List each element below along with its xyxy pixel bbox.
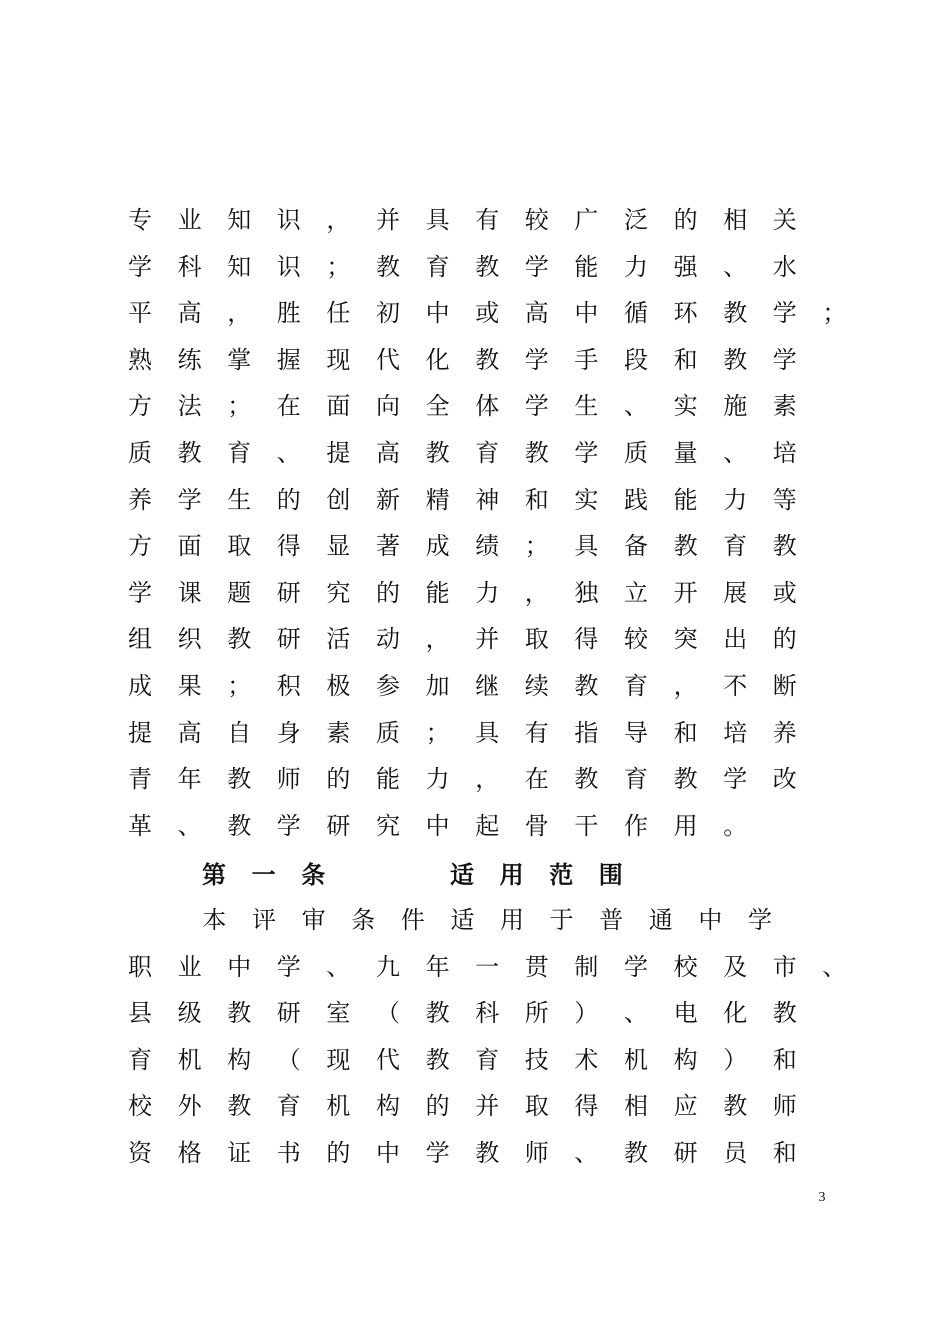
- char: 育: [425, 252, 450, 281]
- char: 、: [624, 392, 648, 421]
- char: 县: [128, 999, 152, 1028]
- char: ；: [227, 672, 252, 700]
- char: 教: [376, 252, 400, 281]
- char: 所: [524, 999, 549, 1028]
- char: 构: [673, 1045, 698, 1074]
- char: 中: [227, 952, 252, 981]
- char: 力: [425, 765, 450, 794]
- char: ，: [475, 765, 500, 794]
- char: 校: [128, 1092, 152, 1121]
- char: 著: [376, 532, 400, 561]
- char: 育: [475, 439, 500, 467]
- char: 掌: [227, 345, 252, 374]
- char: 证: [227, 1139, 252, 1167]
- char: 教: [425, 439, 450, 467]
- char: 有: [475, 206, 500, 234]
- char: 学: [748, 906, 772, 934]
- char: 实: [574, 485, 599, 514]
- char: 中: [574, 299, 599, 328]
- char: （: [276, 1045, 301, 1074]
- char: 段: [624, 345, 648, 374]
- char: 体: [475, 392, 500, 421]
- char: 、: [177, 811, 202, 840]
- char: 相: [624, 1092, 648, 1121]
- char: 室: [326, 999, 351, 1028]
- char: 机: [624, 1045, 648, 1074]
- char: 研: [276, 999, 301, 1028]
- char: 师: [772, 1092, 797, 1121]
- heading-char: 适: [450, 861, 474, 889]
- char: 胜: [276, 299, 301, 328]
- char: 、: [723, 252, 748, 281]
- char: 条: [351, 906, 376, 934]
- char: 量: [673, 439, 698, 467]
- char: 展: [723, 578, 748, 607]
- char: 和: [673, 345, 698, 374]
- char: 和: [524, 485, 549, 514]
- char: 课: [177, 578, 202, 607]
- char: 干: [574, 811, 599, 840]
- heading-char: 第: [202, 861, 226, 889]
- char: 、: [723, 439, 748, 467]
- char: 教: [772, 999, 797, 1028]
- char: 题: [227, 578, 252, 607]
- char: 究: [376, 811, 400, 840]
- char: 提: [326, 439, 351, 467]
- char: 应: [673, 1092, 698, 1121]
- char: 教: [425, 999, 450, 1028]
- char: 构: [227, 1045, 252, 1074]
- char: ）: [574, 999, 599, 1028]
- char: 九: [376, 952, 400, 981]
- char: 培: [723, 718, 748, 747]
- char: 中: [376, 1139, 400, 1167]
- char: 教: [723, 299, 748, 328]
- char: 并: [376, 206, 400, 234]
- char: 化: [723, 999, 748, 1028]
- char: 业: [177, 952, 202, 981]
- char: 相: [723, 206, 748, 234]
- char: 高: [524, 299, 549, 328]
- char: 绩: [475, 532, 500, 561]
- char: 育: [128, 1045, 152, 1074]
- char: 学: [574, 439, 599, 467]
- char: ，: [524, 578, 549, 607]
- char: 突: [673, 625, 698, 654]
- heading-char: 一: [251, 861, 276, 889]
- char: 研: [276, 625, 301, 654]
- char: 教: [524, 439, 549, 467]
- char: 书: [276, 1139, 301, 1167]
- char: 教: [227, 625, 252, 654]
- char: ；: [524, 532, 549, 561]
- char: 并: [475, 1092, 500, 1121]
- char: 件: [400, 906, 425, 934]
- char: 取: [524, 625, 549, 654]
- char: 教: [227, 811, 252, 840]
- char: 术: [574, 1045, 599, 1074]
- char: 外: [177, 1092, 202, 1121]
- char: 具: [574, 532, 599, 561]
- char: 用: [500, 906, 524, 934]
- char: 的: [376, 578, 400, 607]
- char: 市: [772, 952, 797, 981]
- char: 审: [301, 906, 326, 934]
- char: 化: [425, 345, 450, 374]
- char: 研: [673, 1139, 698, 1167]
- char: 广: [574, 206, 599, 234]
- char: 研: [276, 578, 301, 607]
- char: 质: [624, 439, 648, 467]
- char: 平: [128, 299, 152, 328]
- char: 和: [772, 1045, 797, 1074]
- char: 循: [624, 299, 648, 328]
- char: 年: [177, 765, 202, 794]
- char: 起: [475, 811, 500, 840]
- char: 培: [772, 439, 797, 467]
- heading-char: 范: [549, 861, 574, 889]
- char: ，: [673, 672, 698, 700]
- heading-char: 用: [499, 861, 524, 889]
- char: 教: [673, 532, 698, 561]
- char: 的: [772, 625, 797, 654]
- char: 高: [376, 439, 400, 467]
- char: 果: [177, 672, 202, 700]
- char: 于: [549, 906, 574, 934]
- char: 代: [376, 345, 400, 374]
- char: 学: [723, 765, 748, 794]
- char: 适: [450, 906, 475, 934]
- char: 教: [475, 345, 500, 374]
- char: 青: [128, 765, 152, 794]
- char: 的: [326, 765, 351, 794]
- char: 知: [227, 252, 252, 281]
- char: 的: [276, 485, 301, 514]
- char: 学: [524, 345, 549, 374]
- char: 环: [673, 299, 698, 328]
- char: 养: [128, 485, 152, 514]
- char: 加: [425, 672, 450, 700]
- char: 得: [574, 625, 599, 654]
- char: 评: [252, 906, 276, 934]
- char: 普: [599, 906, 624, 934]
- char: 的: [673, 206, 698, 234]
- char: 制: [574, 952, 599, 981]
- char: 初: [376, 299, 400, 328]
- char: 育: [624, 672, 648, 700]
- char: 具: [425, 206, 450, 234]
- char: 织: [177, 625, 202, 654]
- char: 续: [524, 672, 549, 700]
- char: 年: [425, 952, 450, 981]
- char: 学: [624, 952, 648, 981]
- char: 校: [673, 952, 698, 981]
- char: 现: [326, 345, 351, 374]
- char: 或: [772, 578, 797, 607]
- char: 继: [475, 672, 500, 700]
- char: 质: [376, 718, 400, 747]
- char: 独: [574, 578, 599, 607]
- char: 教: [723, 345, 748, 374]
- char: 能: [673, 485, 698, 514]
- char: 中: [698, 906, 723, 934]
- char: 泛: [624, 206, 648, 234]
- char: 备: [624, 532, 648, 561]
- char: 养: [772, 718, 797, 747]
- char: 神: [475, 485, 500, 514]
- heading-char: 条: [301, 861, 326, 889]
- char: 得: [276, 532, 301, 561]
- char: 方: [128, 532, 152, 561]
- char: 育: [624, 765, 648, 794]
- char: 构: [376, 1092, 400, 1121]
- char: 或: [475, 299, 500, 328]
- char: 作: [624, 811, 648, 840]
- char: 全: [425, 392, 450, 421]
- char: 学: [524, 392, 549, 421]
- char: 育: [276, 1092, 301, 1121]
- char: 新: [376, 485, 400, 514]
- char: 高: [177, 299, 202, 328]
- char: 育: [723, 532, 748, 561]
- char: 能: [376, 765, 400, 794]
- char: 现: [326, 1045, 351, 1074]
- char: ，: [425, 625, 450, 654]
- char: 取: [227, 532, 252, 561]
- char: 专: [128, 206, 152, 234]
- char: 教: [772, 532, 797, 561]
- char: 教: [227, 1092, 252, 1121]
- char: 生: [574, 392, 599, 421]
- char: 、: [822, 952, 847, 981]
- char: 在: [524, 765, 549, 794]
- char: 、: [326, 952, 351, 981]
- char: 格: [177, 1139, 202, 1167]
- char: 身: [276, 718, 301, 747]
- char: 职: [128, 952, 152, 981]
- char: 。: [723, 811, 748, 840]
- char: 精: [425, 485, 450, 514]
- char: 、: [624, 999, 648, 1028]
- char: 活: [326, 625, 351, 654]
- char: 代: [376, 1045, 400, 1074]
- char: 关: [772, 206, 797, 234]
- char: 出: [723, 625, 748, 654]
- char: 学: [128, 252, 152, 281]
- char: 开: [673, 578, 698, 607]
- char: ，: [326, 206, 351, 234]
- char: 中: [425, 299, 450, 328]
- char: 并: [475, 625, 500, 654]
- char: 等: [772, 485, 797, 514]
- char: 一: [475, 952, 500, 981]
- char: 较: [624, 625, 648, 654]
- char: ；: [425, 718, 450, 747]
- char: （: [376, 999, 400, 1028]
- char: 参: [376, 672, 400, 700]
- char: 、: [574, 1139, 599, 1167]
- heading-char: 围: [598, 861, 623, 889]
- char: 教: [475, 1139, 500, 1167]
- char: 成: [425, 532, 450, 561]
- char: 育: [475, 1045, 500, 1074]
- char: 素: [772, 392, 797, 421]
- char: 学: [772, 299, 797, 328]
- char: 科: [177, 252, 202, 281]
- char: 科: [475, 999, 500, 1028]
- char: ）: [723, 1045, 748, 1074]
- char: 成: [128, 672, 152, 700]
- char: 教: [574, 672, 599, 700]
- char: 级: [177, 999, 202, 1028]
- char: 师: [524, 1139, 549, 1167]
- char: 面: [326, 392, 351, 421]
- char: 教: [723, 1092, 748, 1121]
- char: 业: [177, 206, 202, 234]
- char: 教: [227, 999, 252, 1028]
- char: ；: [326, 252, 351, 281]
- char: 学: [276, 952, 301, 981]
- char: 向: [376, 392, 400, 421]
- char: 学: [177, 485, 202, 514]
- char: 识: [276, 206, 301, 234]
- char: 强: [673, 252, 698, 281]
- char: 究: [326, 578, 351, 607]
- char: 教: [425, 1045, 450, 1074]
- char: 学: [425, 1139, 450, 1167]
- char: 本: [202, 906, 227, 934]
- char: 教: [475, 252, 500, 281]
- char: 积: [276, 672, 301, 700]
- char: 法: [177, 392, 202, 421]
- char: 熟: [128, 345, 152, 374]
- char: 高: [177, 718, 202, 747]
- char: 机: [177, 1045, 202, 1074]
- char: 教: [574, 765, 599, 794]
- char: 自: [227, 718, 252, 747]
- char: 技: [524, 1045, 549, 1074]
- char: 研: [326, 811, 351, 840]
- char: 学: [276, 811, 301, 840]
- char: 用: [673, 811, 698, 840]
- char: 教: [673, 765, 698, 794]
- char: 具: [475, 718, 500, 747]
- char: 素: [326, 718, 351, 747]
- char: ；: [227, 392, 252, 421]
- char: 教: [624, 1139, 648, 1167]
- char: 和: [772, 1139, 797, 1167]
- char: 力: [475, 578, 500, 607]
- char: 知: [227, 206, 252, 234]
- char: 教: [227, 765, 252, 794]
- char: 提: [128, 718, 152, 747]
- char: 、: [276, 439, 301, 467]
- char: 手: [574, 345, 599, 374]
- char: 质: [128, 439, 152, 467]
- char: 指: [574, 718, 599, 747]
- char: 及: [723, 952, 748, 981]
- char: 育: [227, 439, 252, 467]
- char: 水: [772, 252, 797, 281]
- char: 的: [425, 1092, 450, 1121]
- char: 在: [276, 392, 301, 421]
- page-number: 3: [818, 1190, 826, 1205]
- char: 中: [425, 811, 450, 840]
- char: 通: [648, 906, 673, 934]
- char: 学: [772, 345, 797, 374]
- char: 机: [326, 1092, 351, 1121]
- char: 较: [524, 206, 549, 234]
- char: 握: [276, 345, 301, 374]
- char: 践: [624, 485, 648, 514]
- char: 导: [624, 718, 648, 747]
- char: 革: [128, 811, 152, 840]
- char: 力: [624, 252, 648, 281]
- char: 不: [723, 672, 748, 700]
- char: 创: [326, 485, 351, 514]
- char: 得: [574, 1092, 599, 1121]
- char: 生: [227, 485, 252, 514]
- char: 组: [128, 625, 152, 654]
- char: 和: [673, 718, 698, 747]
- char: 识: [276, 252, 301, 281]
- char: 方: [128, 392, 152, 421]
- char: 学: [128, 578, 152, 607]
- char: 断: [772, 672, 797, 700]
- char: 员: [723, 1139, 748, 1167]
- char: 实: [673, 392, 698, 421]
- char: 立: [624, 578, 648, 607]
- char: 力: [723, 485, 748, 514]
- char: ，: [227, 299, 252, 328]
- char: 能: [425, 578, 450, 607]
- char: 学: [524, 252, 549, 281]
- char: 骨: [524, 811, 549, 840]
- char: 能: [574, 252, 599, 281]
- char: 动: [376, 625, 400, 654]
- char: 师: [276, 765, 301, 794]
- char: 贯: [524, 952, 549, 981]
- char: 任: [326, 299, 351, 328]
- char: 资: [128, 1139, 152, 1167]
- char: 教: [177, 439, 202, 467]
- char: 取: [524, 1092, 549, 1121]
- char: 极: [326, 672, 351, 700]
- char: 有: [524, 718, 549, 747]
- char: 练: [177, 345, 202, 374]
- char: 面: [177, 532, 202, 561]
- char: 显: [326, 532, 351, 561]
- char: 改: [772, 765, 797, 794]
- char: 施: [723, 392, 748, 421]
- char: ；: [822, 299, 847, 328]
- char: 电: [673, 999, 698, 1028]
- char: 的: [326, 1139, 351, 1167]
